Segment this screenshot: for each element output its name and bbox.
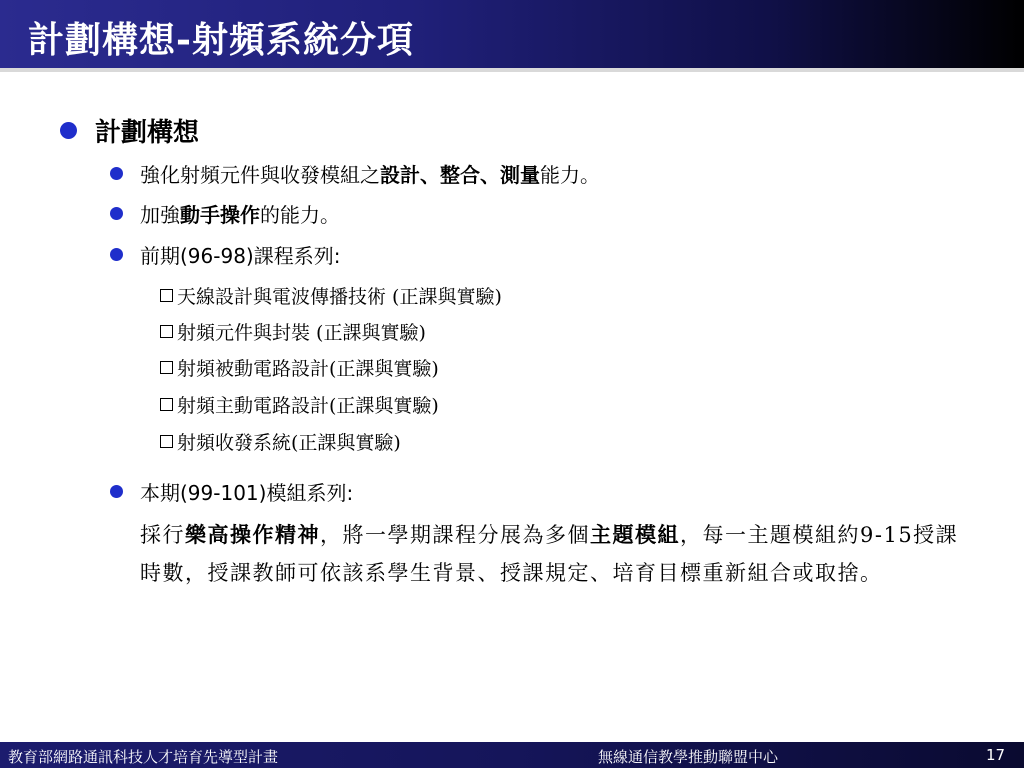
slide-title: 計劃構想-射頻系統分項 bbox=[28, 19, 414, 61]
bullet-4-text: 本期(99-101)模組系列: bbox=[140, 481, 354, 505]
bullet-3-text: 前期(96-98)課程系列: bbox=[140, 244, 341, 268]
course-item bbox=[160, 391, 439, 418]
bullet-icon bbox=[110, 207, 123, 220]
title-divider bbox=[0, 68, 1024, 72]
section-heading: 計劃構想 bbox=[95, 117, 200, 148]
checkbox-square-icon bbox=[160, 325, 173, 338]
checkbox-square-icon bbox=[160, 435, 173, 448]
bullet-icon bbox=[60, 122, 77, 139]
bullet-item-4 bbox=[110, 477, 353, 506]
bullet-item-1 bbox=[110, 159, 600, 188]
bullet-icon bbox=[110, 248, 123, 261]
footer-bar bbox=[0, 742, 1024, 768]
checkbox-square-icon bbox=[160, 289, 173, 302]
bullet-item-3 bbox=[110, 240, 340, 269]
bullet-2-text: 加強動手操作的能力。 bbox=[140, 203, 340, 227]
section-heading-row bbox=[60, 112, 199, 148]
bullet-item-2 bbox=[110, 199, 340, 228]
checkbox-square-icon bbox=[160, 398, 173, 411]
page-number: 17 bbox=[986, 746, 1006, 764]
course-item bbox=[160, 282, 502, 309]
title-bar bbox=[0, 0, 1024, 68]
bullet-1-text: 強化射頻元件與收發模組之設計、整合、測量能力。 bbox=[140, 163, 600, 187]
course-label: 射頻被動電路設計(正課與實驗) bbox=[177, 358, 439, 380]
module-description-paragraph: 採行樂高操作精神，將一學期課程分展為多個主題模組，每一主題模組約9-15授課時數，授課教師可依該系學生背景、授課規定、培育目標重新組合或取捨。 bbox=[140, 522, 959, 585]
course-label: 射頻元件與封裝 (正課與實驗) bbox=[177, 322, 426, 344]
bullet-icon bbox=[110, 485, 123, 498]
bullet-icon bbox=[110, 167, 123, 180]
course-item bbox=[160, 428, 401, 455]
course-item bbox=[160, 318, 426, 345]
course-label: 射頻收發系統(正課與實驗) bbox=[177, 432, 401, 454]
course-label: 射頻主動電路設計(正課與實驗) bbox=[177, 395, 439, 417]
footer-program-name: 教育部網路通訊科技人才培育先導型計畫 bbox=[8, 748, 279, 766]
checkbox-square-icon bbox=[160, 361, 173, 374]
course-label: 天線設計與電波傳播技術 (正課與實驗) bbox=[177, 286, 502, 308]
footer-center-name: 無線通信教學推動聯盟中心 bbox=[598, 748, 779, 766]
course-item bbox=[160, 354, 439, 381]
